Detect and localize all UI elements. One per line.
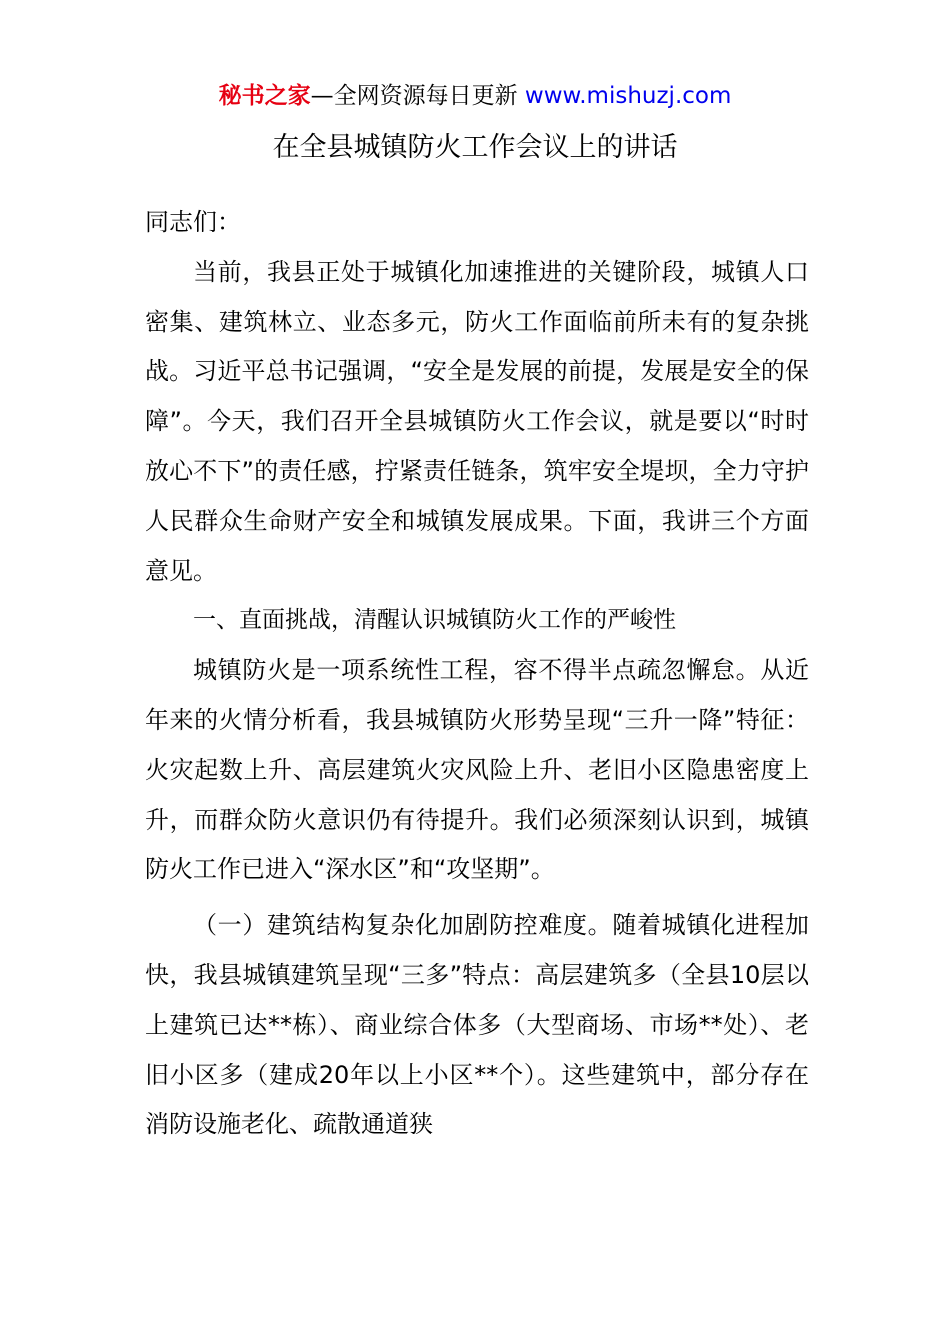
section-heading-one: 一、直面挑战，清醒认识城镇防火工作的严峻性	[193, 607, 676, 634]
brand-name: 秘书之家	[218, 83, 311, 109]
site-header	[0, 80, 950, 112]
greeting-line: 同志们：	[145, 208, 241, 236]
paragraph-subsection-one: （一）建筑结构复杂化加剧防控难度。随着城镇化进程加快，我县城镇建筑呈现“三多”特点：高层建筑多（全县10层以上建筑已达**栋）、商业综合体多（大型商场、市场**处）、老旧小区多（建成20年以上小区**个）。这些建筑中，部分存在消防设施老化、疏散通道狭	[145, 911, 809, 1139]
paragraph-section-one: 城镇防火是一项系统性工程，容不得半点疏忽懈怠。从近年来的火情分析看，我县城镇防火形势呈现“三升一降”特征：火灾起数上升、高层建筑火灾风险上升、老旧小区隐患密度上升，而群众防火意识仍有待提升。我们必须深刻认识到，城镇防火工作已进入“深水区”和“攻坚期”。	[145, 656, 809, 884]
site-url-link[interactable]: www.mishuzj.com	[524, 83, 732, 109]
document-title: 在全县城镇防火工作会议上的讲话	[272, 132, 678, 163]
document-body	[145, 198, 809, 1150]
site-slogan: —全网资源每日更新	[310, 83, 525, 109]
paragraph-intro: 当前，我县正处于城镇化加速推进的关键阶段，城镇人口密集、建筑林立、业态多元，防火工作面临前所未有的复杂挑战。习近平总书记强调，“安全是发展的前提，发展是安全的保障”。今天，我们召开全县城镇防火工作会议，就是要以“时时放心不下”的责任感，拧紧责任链条，筑牢安全堤坝，全力守护人民群众生命财产安全和城镇发展成果。下面，我讲三个方面意见。	[145, 257, 809, 585]
